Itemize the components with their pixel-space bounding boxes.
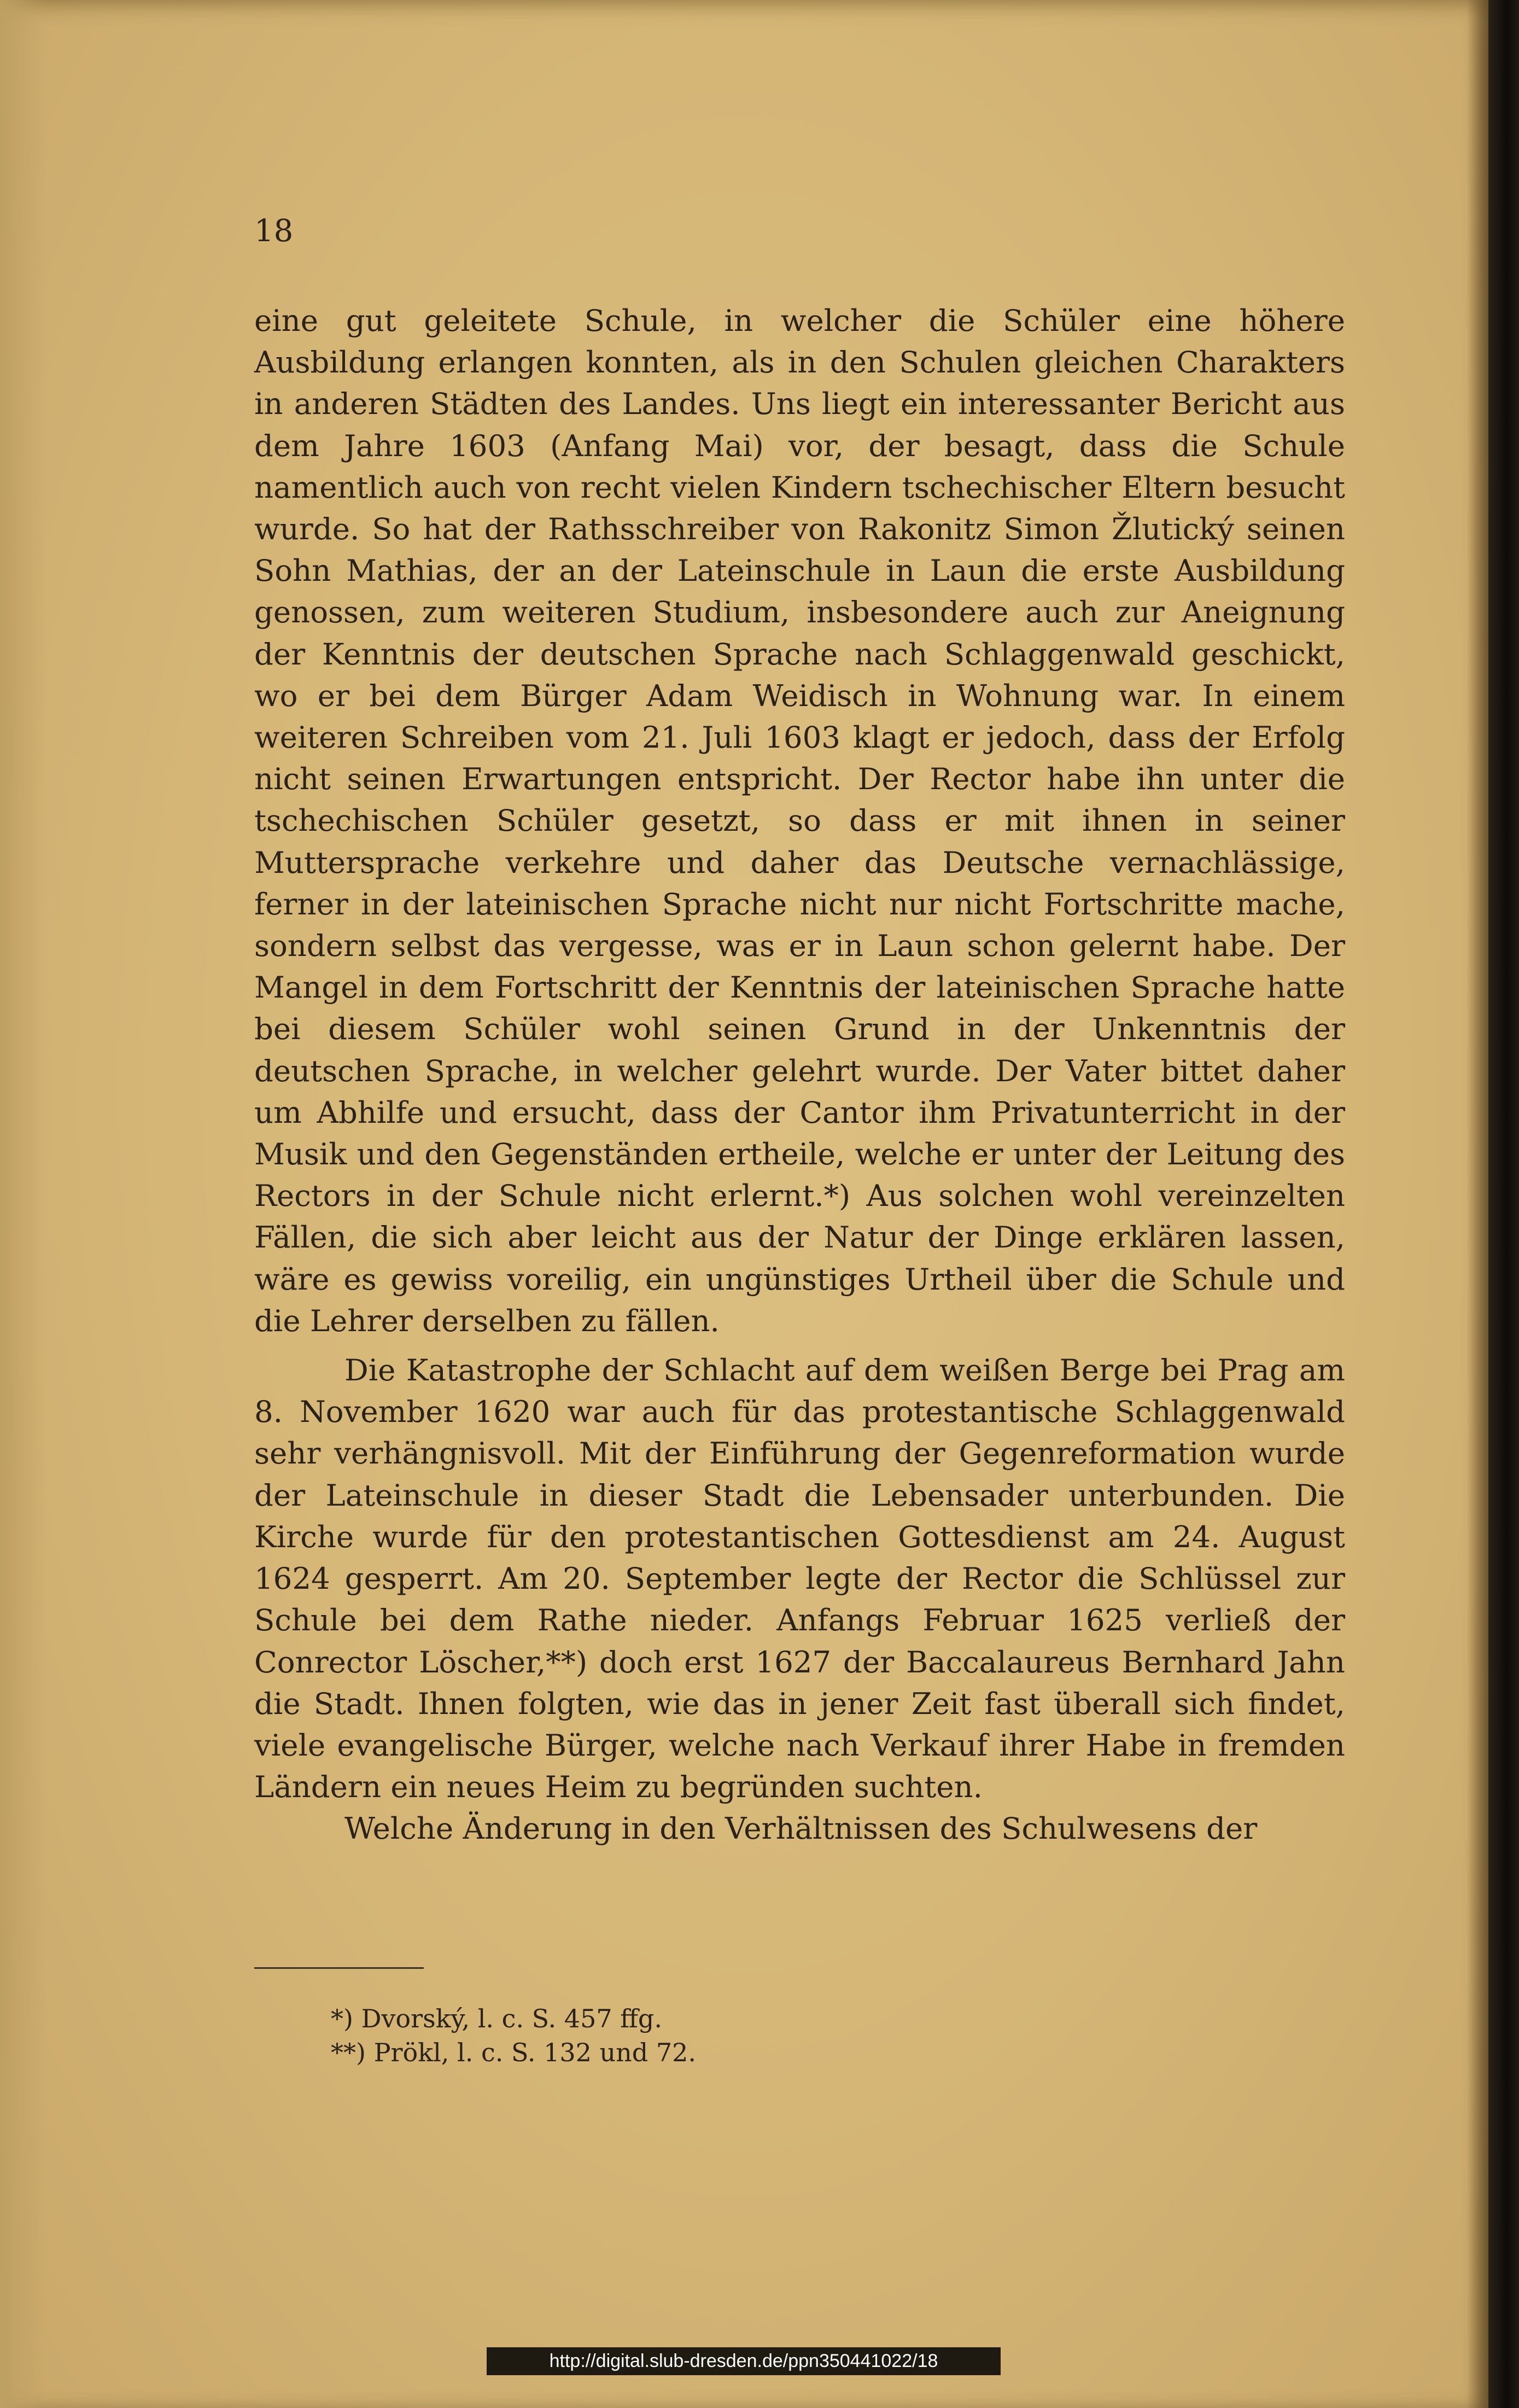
paragraph: Die Katastrophe der Schlacht auf dem weißen Berge bei Prag am 8. November 1620 war auch für das protestantische Schlaggenwald sehr verhängnisvoll. Mit der Einführung der Gegenreformation wurde der Lateinschule in dieser Stadt die Lebensader unterbunden. Die Kirche wurde für den protestantischen Gottesdienst am 24. August 1624 gesperrt. Am 20. September legte der Rector die Schlüssel zur Schule bei dem Rathe nieder. Anfangs Februar 1625 verließ der Conrector Löscher,**) doch erst 1627 der Baccalaureus Bernhard Jahn die Stadt. Ihnen folgten, wie das in jener Zeit fast überall sich findet, viele evangelische Bürger, welche nach Verkauf ihrer Habe in fremden Ländern ein neues Heim zu begründen suchten. — [254, 1352, 1345, 1805]
source-url-label: http://digital.slub-dresden.de/ppn350441022/18 — [487, 2347, 1001, 2375]
book-binding-edge — [1488, 0, 1519, 2408]
page-number: 18 — [254, 213, 294, 249]
footnote: **) Prökl, l. c. S. 132 und 72. — [331, 2038, 697, 2067]
footnote: *) Dvorský, l. c. S. 457 ffg. — [331, 2004, 662, 2033]
body-text — [254, 300, 1345, 1850]
paragraph: eine gut geleitete Schule, in welcher die Schüler eine höhere Ausbildung erlangen konnten, als in den Schulen gleichen Charakters in anderen Städten des Landes. Uns liegt ein interessanter Bericht aus dem Jahre 1603 (Anfang Mai) vor, der besagt, dass die Schule namentlich auch von recht vielen Kindern tschechischer Eltern besucht wurde. So hat der Rathsschreiber von Rakonitz Simon Žlutický seinen Sohn Mathias, der an der Lateinschule in Laun die erste Ausbildung genossen, zum weiteren Studium, insbesondere auch zur Aneignung der Kenntnis der deutschen Sprache nach Schlaggenwald geschickt, wo er bei dem Bürger Adam Weidisch in Wohnung war. In einem weiteren Schreiben vom 21. Juli 1603 klagt er jedoch, dass der Erfolg nicht seinen Erwartungen entspricht. Der Rector habe ihn unter die tschechischen Schüler gesetzt, so dass er mit ihnen in seiner Muttersprache verkehre und daher das Deutsche vernachlässige, ferner in der lateinischen Sprache nicht nur nicht Fortschritte mache, sondern selbst das vergesse, was er in Laun schon gelernt habe. Der Mangel in dem Fortschritt der Kenntnis der lateinischen Sprache hatte bei diesem Schüler wohl seinen Grund in der Unkenntnis der deutschen Sprache, in welcher gelehrt wurde. Der Vater bittet daher um Abhilfe und ersucht, dass der Cantor ihm Privatunterricht in der Musik und den Gegenständen ertheile, welche er unter der Leitung des Rectors in der Schule nicht erlernt.*) Aus solchen wohl vereinzelten Fällen, die sich aber leicht aus der Natur der Dinge erklären lassen, wäre es gewiss voreilig, ein ungünstiges Urtheil über die Schule und die Lehrer derselben zu fällen. — [254, 303, 1345, 1338]
paragraph: Welche Änderung in den Verhältnissen des Schulwesens der — [344, 1811, 1258, 1846]
footnote-divider — [254, 1967, 424, 1969]
footnotes — [331, 2002, 696, 2069]
